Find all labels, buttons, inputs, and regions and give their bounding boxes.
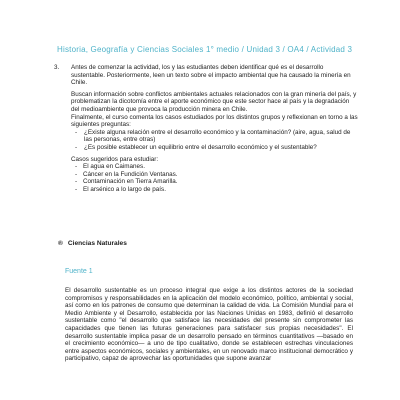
- activity-intro: Antes de comenzar la actividad, los y las estudiantes deben identificar qué es el desarrollo sustentable. Posteriormente, leen un texto sobre el impacto ambiental que ha causado la minería en Chile.: [71, 64, 351, 87]
- activity-number: 3.: [54, 64, 60, 71]
- case-item: - Cáncer en la Fundición Ventanas.: [71, 171, 359, 179]
- activity-item: [54, 64, 359, 194]
- case-item: - El arsénico a lo largo de país.: [71, 186, 359, 194]
- source-label: Fuente 1: [65, 268, 93, 275]
- breadcrumb-header: Historia, Geografía y Ciencias Sociales 1° medio / Unidad 3 / OA4 / Actividad 3: [57, 45, 353, 54]
- question-list: [71, 129, 359, 152]
- subject-label: Ciencias Naturales: [67, 240, 127, 247]
- subject-connection: [58, 240, 127, 247]
- activity-research: Buscan información sobre conflictos ambientales actuales relacionados con la gran minería del país, y problematizan la dicotomía entre el aporte económico que este sector hace al país y la degradación del medioambiente que provoca la producción minera en Chile.: [71, 90, 357, 113]
- activity-comparison: Finalmente, el curso comenta los casos estudiados por los distintos grupos y reflexionan en torno a las siguientes preguntas:: [71, 113, 358, 129]
- case-item: - Contaminación en Tierra Amarilla.: [71, 178, 359, 186]
- case-item: - El agua en Caimanes.: [71, 163, 359, 171]
- question-item: - ¿Existe alguna relación entre el desarrollo económico y la contaminación? (aire, agua, salud de las personas, entre otras): [71, 129, 359, 144]
- cases-title: Casos sugeridos para estudiar:: [71, 155, 159, 163]
- registered-mark-icon: ®: [58, 240, 63, 247]
- question-item: - ¿Es posible establecer un equilibrio entre el desarrollo económico y el sustentable?: [71, 144, 359, 152]
- source-text: [65, 287, 353, 363]
- activity-content: [71, 64, 359, 194]
- source-paragraph: El desarrollo sustentable es un proceso integral que exige a los distintos actores de la sociedad compromisos y responsabilidades en la aplicación del modelo económico, político, ambiental y social, así como en los patrones de consumo que determinan la calidad de vida. La Comisión Mundial para el Medio Ambiente y el Desarrollo, establecida por las Naciones Unidas en 1983, definió el desarrollo sustentable como "el desarrollo que satisface las necesidades del presente sin comprometer las capacidades que tienen las futuras generaciones para satisfacer sus propias necesidades". El desarrollo sustentable implica pasar de un desarrollo pensado en términos cuantitativos —basado en el crecimiento económico— a uno de tipo cualitativo, donde se establecen estrechas vinculaciones entre aspectos económicos, sociales y ambientales, en un renovado marco institucional democrático y participativo, capaz de aprovechar las oportunidades que supone avanzar: [65, 287, 353, 363]
- cases-list: [71, 163, 359, 193]
